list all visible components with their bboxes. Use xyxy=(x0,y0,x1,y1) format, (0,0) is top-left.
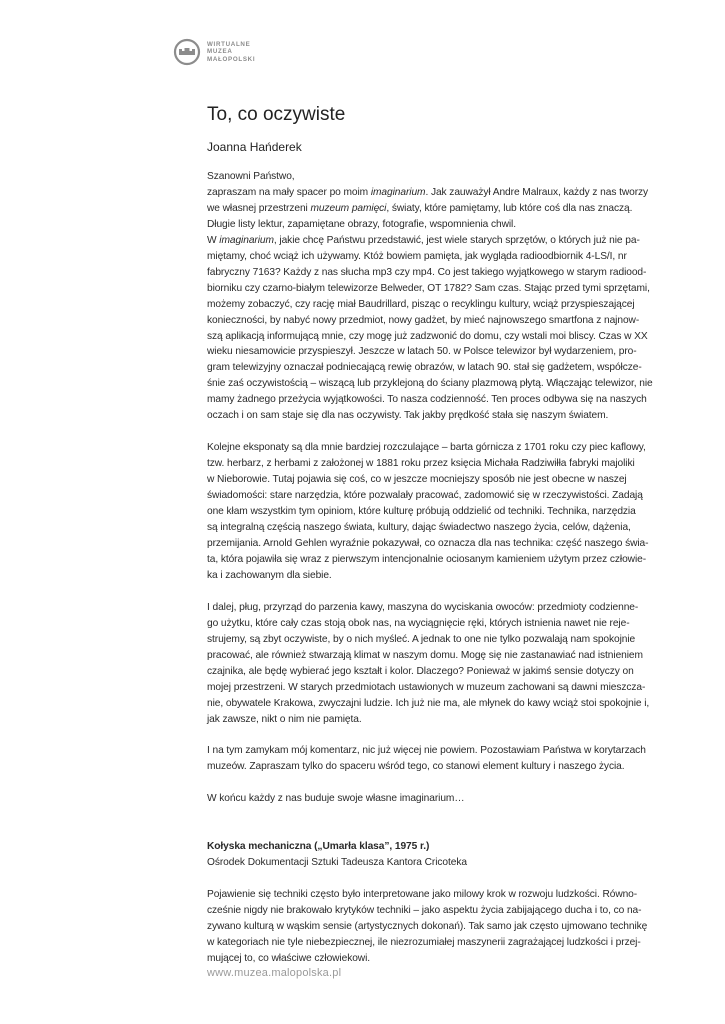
paragraph-line: wieku niesamowicie przyspieszył. Jeszcze w latach 50. w Polsce telewizor był wydarzeniem, pro- xyxy=(207,346,637,358)
paragraph-line: Pojawienie się techniki często było interpretowane jako milowy krok w rozwoju ludzkości. Równo- xyxy=(207,889,638,901)
paragraph-line: gram telewizyjny oznaczał podniecającą rewię obrazów, w latach 90. stał się gadżetem, współcze- xyxy=(207,362,642,374)
paragraph-line: mamy żadnego przeżycia wyjątkowości. To nasza codzienność. Ten proces odbywa się na naszych xyxy=(207,394,647,406)
paragraph-line: mojej przestrzeni. W starych przedmiotach ustawionych w muzeum zachowani są dawni mieszcza- xyxy=(207,681,646,693)
paragraph-line: fabryczny 7163? Każdy z nas słucha mp3 czy mp4. Co jest takiego wyjątkowego w starym radiood- xyxy=(207,266,647,278)
footer-url[interactable]: www.muzea.malopolska.pl xyxy=(207,967,342,979)
wmm-castle-icon xyxy=(173,38,201,66)
logo-text xyxy=(207,41,255,63)
intro-line: we własnej przestrzeni muzeum pamięci, światy, które pamiętamy, lub które coś dla nas znaczą. xyxy=(207,202,633,214)
intro-line: Długie listy lektur, zapamiętane obrazy, fotografie, wspomnienia chwil. xyxy=(207,218,516,230)
emphasis: imaginarium xyxy=(219,234,274,246)
greeting: Szanowni Państwo, xyxy=(207,171,295,182)
intro-paragraph xyxy=(207,169,690,233)
paragraph-line: możemy zobaczyć, czy rację miał Baudrillard, pisząc o recyklingu kultury, wciąż przyspieszającej xyxy=(207,298,635,310)
paragraph-line: I na tym zamykam mój komentarz, nic już więcej nie powiem. Pozostawiam Państwa w korytarzach xyxy=(207,745,646,757)
paragraph-line: jak zawsze, nikt o nim nie pamięta. xyxy=(207,713,362,725)
paragraph-line: przemijania. Arnold Gehlen wyraźnie pokazywał, co oznacza dla nas technika: część naszego świa- xyxy=(207,537,649,549)
logo-line-2: MUZEA xyxy=(207,48,233,56)
paragraph-line: oczach i on sam staje się dla nas oczywisty. Tak jakby prędkość stała się naszym światem. xyxy=(207,410,609,422)
paragraph-line: miętamy, choć wciąż ich używamy. Któż bowiem pamięta, jak wygląda radioodbiornik 4-LS/I, nr xyxy=(207,250,627,262)
paragraph-line: mującej to, co właściwe człowiekowi. xyxy=(207,953,371,965)
paragraph-line: tzw. herbarz, z herbami z założonej w 1881 roku przez księcia Michała Radziwiłła fabryki majoliki xyxy=(207,458,635,470)
paragraph-line: muzeów. Zapraszam tylko do spaceru wśród tego, co stanowi element kultury i naszego życia. xyxy=(207,761,625,773)
paragraph-line: cześnie nigdy nie brakowało krytyków techniki – jako aspektu życia zabijającego ducha i to, co na- xyxy=(207,905,642,917)
logo-line-1: WIRTUALNE xyxy=(207,40,251,48)
paragraph-line: biorniku czy czarno-białym telewizorze Belweder, OT 1782? Sam czas. Stając przed tymi sprzętami, xyxy=(207,282,650,294)
exhibit-description xyxy=(207,887,690,967)
article-body xyxy=(207,169,690,983)
exhibit-item xyxy=(207,839,690,967)
paragraph-2 xyxy=(207,440,690,584)
paragraph-line: strujemy, są zbyt oczywiste, by o nich myśleć. A jednak to one nie tylko pozwalają nam spokojnie xyxy=(207,633,636,645)
paragraph-line: w kategoriach nie tyle niebezpiecznej, ile niezrozumiałej maszynerii zagrażającej ludzkości i przej- xyxy=(207,937,641,949)
intro-line: zapraszam na mały spacer po moim imaginarium. Jak zauważył Andre Malraux, każdy z nas tworzy xyxy=(207,186,649,198)
paragraph-line: nie, obywatele Krakowa, zwyczajni ludzie. Ich już nie ma, ale młynek do kawy wciąż stoi spokojnie i, xyxy=(207,697,650,709)
paragraph-3 xyxy=(207,600,690,728)
paragraph-line: ta, która pojawiła się wraz z pierwszym intencjonalnie ociosanym kamieniem użytym przez człowie- xyxy=(207,553,647,565)
logo-line-3: MAŁOPOLSKI xyxy=(207,55,256,63)
paragraph-line: I dalej, pług, przyrząd do parzenia kawy, maszyna do wyciskania owoców: przedmioty codzienne- xyxy=(207,601,639,613)
paragraph-1 xyxy=(207,233,690,424)
paragraph-line: konieczności, by nabyć nowy przedmiot, nowy gadżet, by mieć najnowszego smartfona z najnow- xyxy=(207,314,640,326)
paragraph-line: czajnika, ale będę wybierać jego kształt i kolor. Dlaczego? Ponieważ w jakimś sensie dotyczy on xyxy=(207,665,634,677)
exhibit-title: Kołyska mechaniczna („Umarła klasa”, 1975 r.) xyxy=(207,841,430,853)
paragraph-line: zywano kulturą w wąskim sensie (artystycznych dokonań). Tak samo jak często ujmowano technikę xyxy=(207,921,648,933)
paragraph-line: go użytku, które cały czas stoją obok nas, na wyciągnięcie ręki, których istnienia nawet nie reje- xyxy=(207,617,630,629)
emphasis: muzeum pamięci xyxy=(310,202,387,214)
paragraph-line: W końcu każdy z nas buduje swoje własne imaginarium… xyxy=(207,793,465,805)
paragraph-line: są integralną częścią naszego świata, kultury, dając świadectwo naszego życia, celów, dążenia, xyxy=(207,522,631,534)
author-name: Joanna Hańderek xyxy=(207,140,302,154)
page-title: To, co oczywiste xyxy=(207,104,346,125)
paragraph-line: świadomości: stare narzędzia, które pozwalały pracować, zadomowić się w rzeczywistości. Zadają xyxy=(207,490,643,502)
paragraph-line: W imaginarium, jakie chcę Państwu przedstawić, jest wiele starych sprzętów, o których już nie pa- xyxy=(207,234,640,246)
paragraph-line: ka i zachowanym dla siebie. xyxy=(207,569,332,581)
paragraph-line: szą aplikacją informującą mnie, czy mogę już zadzwonić do domu, czy wstali moi bliscy. Czas w XX xyxy=(207,330,648,342)
exhibit-source: Ośrodek Dokumentacji Sztuki Tadeusza Kantora Cricoteka xyxy=(207,857,467,869)
paragraph-line: w Nieborowie. Tutaj pojawia się coś, co w jeszcze mocniejszy sposób nie jest obecne w naszej xyxy=(207,474,627,486)
emphasis: imaginarium xyxy=(370,186,426,198)
site-logo xyxy=(173,38,255,66)
paragraph-line: Kolejne eksponaty są dla mnie bardziej rozczulające – barta górnicza z 1701 roku czy piec kaflowy, xyxy=(207,442,646,454)
paragraph-line: śnie zaś oczywistością – wiszącą lub przyklejoną do ściany plazmową płytą. Włączając telewizor, nie xyxy=(207,378,653,390)
paragraph-line: pracować, ale również stwarzają klimat w naszym domu. Mogę się nie zastanawiać nad istnieniem xyxy=(207,649,643,661)
paragraph-4 xyxy=(207,743,690,775)
paragraph-line: one kłam wszystkim tym opiniom, które kulturę próbują oddzielić od techniki. Technika, narzędzia xyxy=(207,506,636,518)
paragraph-5 xyxy=(207,791,690,807)
